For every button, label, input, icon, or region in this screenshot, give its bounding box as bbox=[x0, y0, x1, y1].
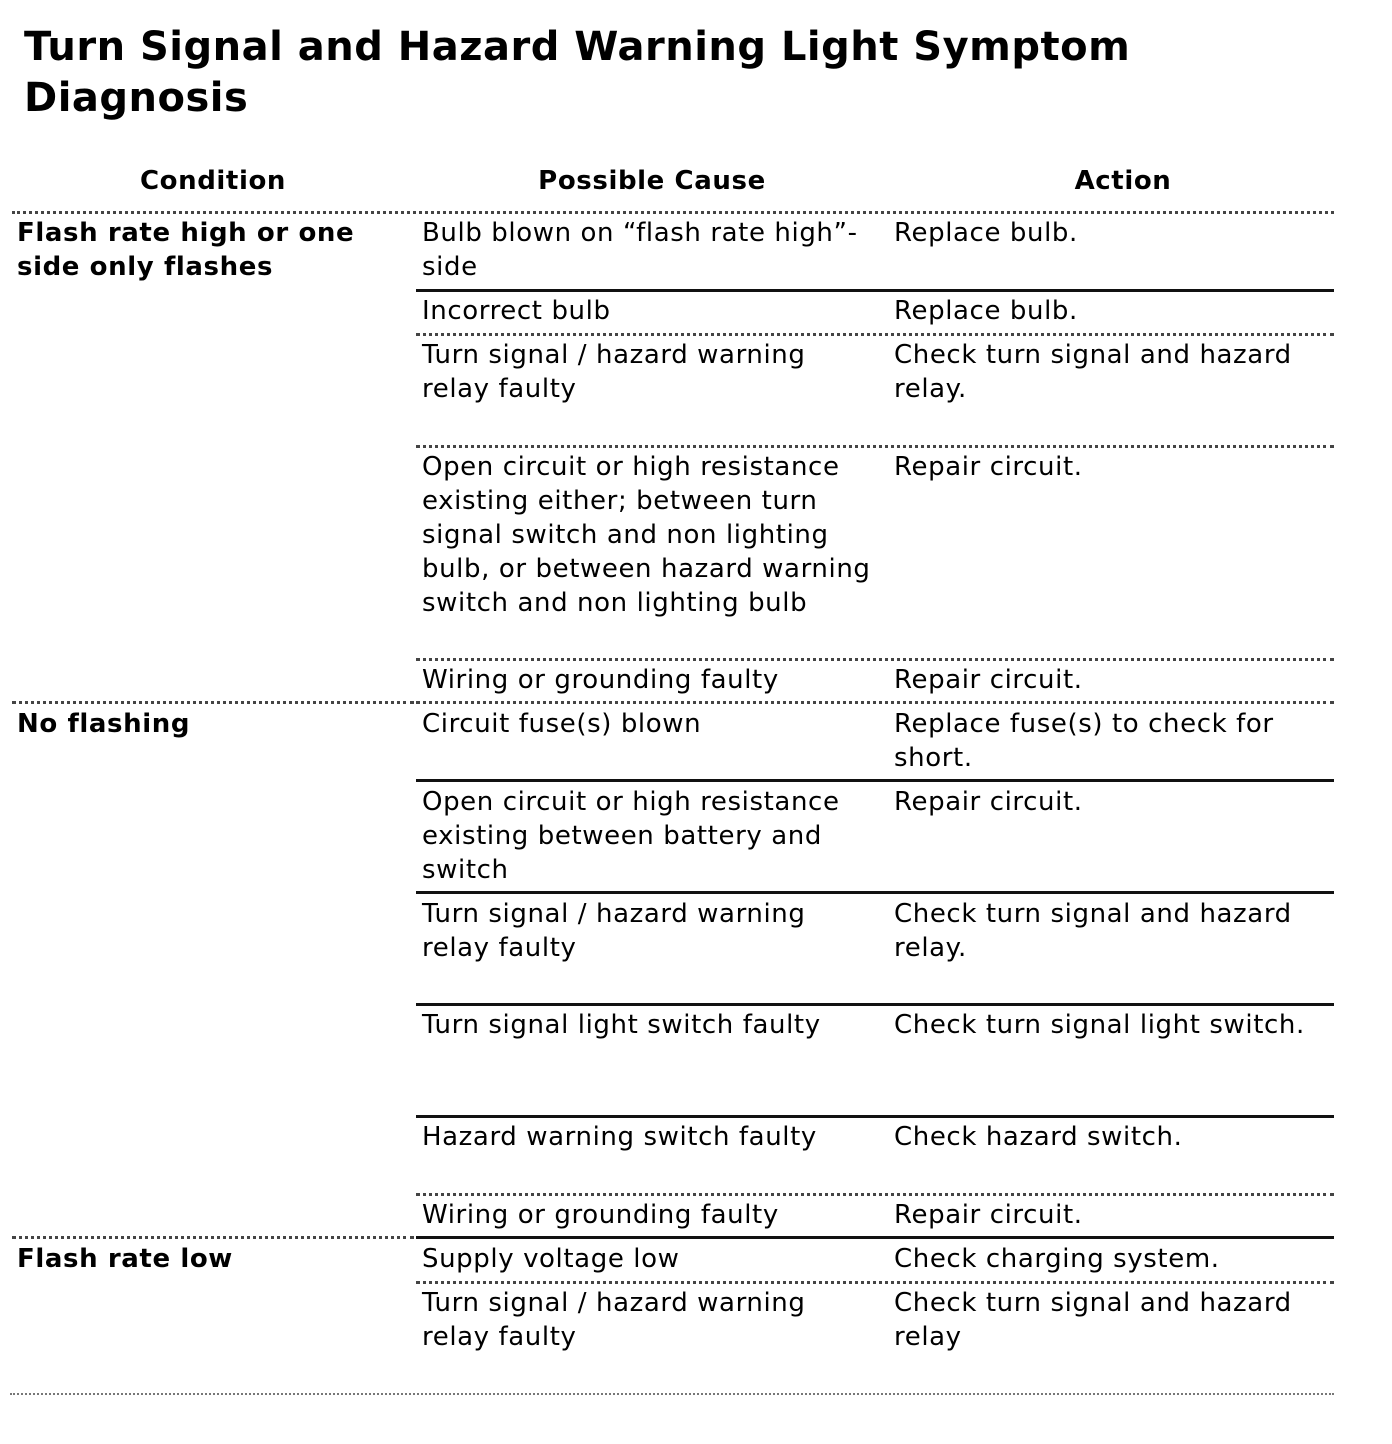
action-cell: Repair circuit. bbox=[894, 787, 1083, 817]
action-cell: Check turn signal light switch. bbox=[894, 1010, 1305, 1040]
condition-divider bbox=[12, 701, 414, 704]
action-cell: Check turn signal and hazard relay bbox=[894, 1288, 1292, 1352]
action-cell: Check turn signal and hazard relay. bbox=[894, 899, 1292, 963]
action-cell: Check turn signal and hazard relay. bbox=[894, 340, 1292, 404]
action-cell: Check hazard switch. bbox=[894, 1122, 1183, 1152]
page-title: Turn Signal and Hazard Warning Light Symptom Diagnosis bbox=[24, 24, 1131, 121]
header-action: Action bbox=[1074, 166, 1172, 196]
cause-cell: Open circuit or high resistance existing between battery and switch bbox=[422, 787, 840, 885]
row-divider bbox=[416, 1281, 1334, 1284]
header-condition: Condition bbox=[139, 166, 287, 196]
header-possible-cause: Possible Cause bbox=[538, 166, 766, 196]
cause-cell: Open circuit or high resistance existing either; between turn signal switch and non lighting bulb, or between hazard warning switch and non lighting bulb bbox=[422, 452, 871, 618]
row-divider bbox=[416, 891, 1334, 894]
action-cell: Repair circuit. bbox=[894, 452, 1083, 482]
action-cell: Replace bulb. bbox=[894, 218, 1078, 248]
action-cell: Repair circuit. bbox=[894, 665, 1083, 695]
cause-cell: Incorrect bulb bbox=[422, 296, 611, 326]
row-divider bbox=[416, 658, 1334, 661]
condition-cell: No flashing bbox=[17, 709, 191, 739]
row-divider bbox=[416, 289, 1334, 292]
condition-cell: Flash rate high or one side only flashes bbox=[17, 218, 355, 282]
row-divider bbox=[416, 333, 1334, 336]
action-cell: Replace bulb. bbox=[894, 296, 1078, 326]
header-divider bbox=[12, 211, 1334, 214]
row-divider bbox=[416, 1193, 1334, 1196]
cause-cell: Turn signal / hazard warning relay faulty bbox=[422, 899, 806, 963]
cause-cell: Wiring or grounding faulty bbox=[422, 1200, 779, 1230]
row-divider bbox=[416, 1236, 1334, 1239]
action-cell: Repair circuit. bbox=[894, 1200, 1083, 1230]
table-bottom-divider bbox=[10, 1393, 1334, 1395]
cause-cell: Hazard warning switch faulty bbox=[422, 1122, 817, 1152]
cause-cell: Turn signal light switch faulty bbox=[422, 1010, 821, 1040]
cause-cell: Circuit fuse(s) blown bbox=[422, 709, 702, 739]
cause-cell: Supply voltage low bbox=[422, 1244, 680, 1274]
cause-cell: Turn signal / hazard warning relay faulty bbox=[422, 340, 806, 404]
row-divider bbox=[416, 445, 1334, 448]
row-divider bbox=[416, 1115, 1334, 1118]
cause-cell: Wiring or grounding faulty bbox=[422, 665, 779, 695]
action-cell: Check charging system. bbox=[894, 1244, 1220, 1274]
row-divider bbox=[416, 701, 1334, 704]
row-divider bbox=[416, 779, 1334, 782]
row-divider bbox=[416, 1003, 1334, 1006]
cause-cell: Bulb blown on “flash rate high”-side bbox=[422, 218, 858, 282]
condition-cell: Flash rate low bbox=[17, 1244, 233, 1274]
condition-divider bbox=[12, 1236, 414, 1239]
cause-cell: Turn signal / hazard warning relay faulty bbox=[422, 1288, 806, 1352]
action-cell: Replace fuse(s) to check for short. bbox=[894, 709, 1274, 773]
